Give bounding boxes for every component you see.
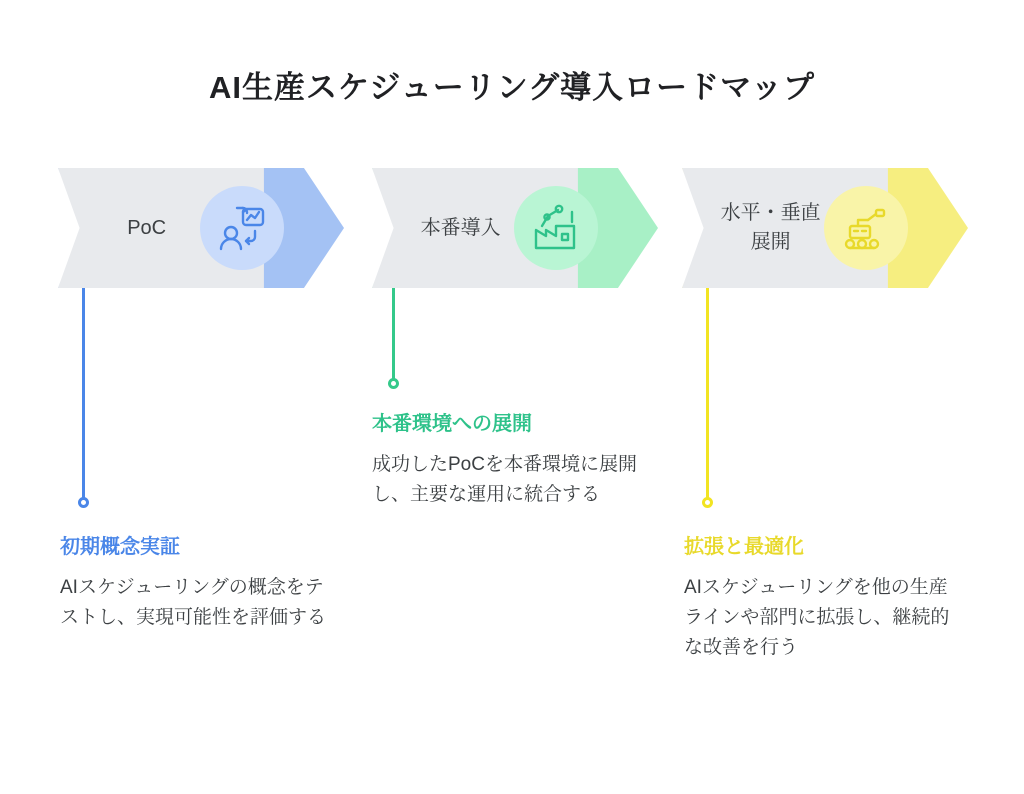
stage-3-body: AIスケジューリングを他の生産ラインや部門に拡張し、継続的な改善を行う: [684, 577, 950, 659]
conveyor-robot-icon: [824, 186, 908, 270]
stage-2-body: 成功したPoCを本番環境に展開し、主要な運用に統合する: [372, 454, 637, 506]
stage-2-connector-dot: [388, 378, 399, 389]
factory-robot-icon: [514, 186, 598, 270]
stage-3-connector-dot: [702, 497, 713, 508]
stage-2-heading: 本番環境への展開: [372, 413, 532, 435]
stage-2-description: [372, 407, 640, 510]
stage-1-description: [60, 530, 328, 633]
page-title: AI生産スケジューリング導入ロードマップ: [209, 70, 815, 105]
stage-3-description: [684, 530, 952, 663]
stage-1-connector: [82, 288, 85, 500]
stage-1-body: AIスケジューリングの概念をテストし、実現可能性を評価する: [60, 577, 327, 629]
stage-3-connector: [706, 288, 709, 500]
stage-1-connector-dot: [78, 497, 89, 508]
stage-3-chevron-label: 水平・垂直展開: [720, 202, 821, 253]
stage-2-connector: [392, 288, 395, 384]
stage-3-heading: 拡張と最適化: [684, 536, 804, 558]
stage-1-chevron-label: PoC: [127, 216, 167, 239]
stage-3: [682, 168, 968, 288]
stage-2: [372, 168, 658, 288]
stage-1: [58, 168, 344, 288]
stage-1-heading: 初期概念実証: [60, 536, 180, 558]
user-analytics-icon: [200, 186, 284, 270]
stage-2-chevron-label: 本番導入: [420, 216, 501, 239]
